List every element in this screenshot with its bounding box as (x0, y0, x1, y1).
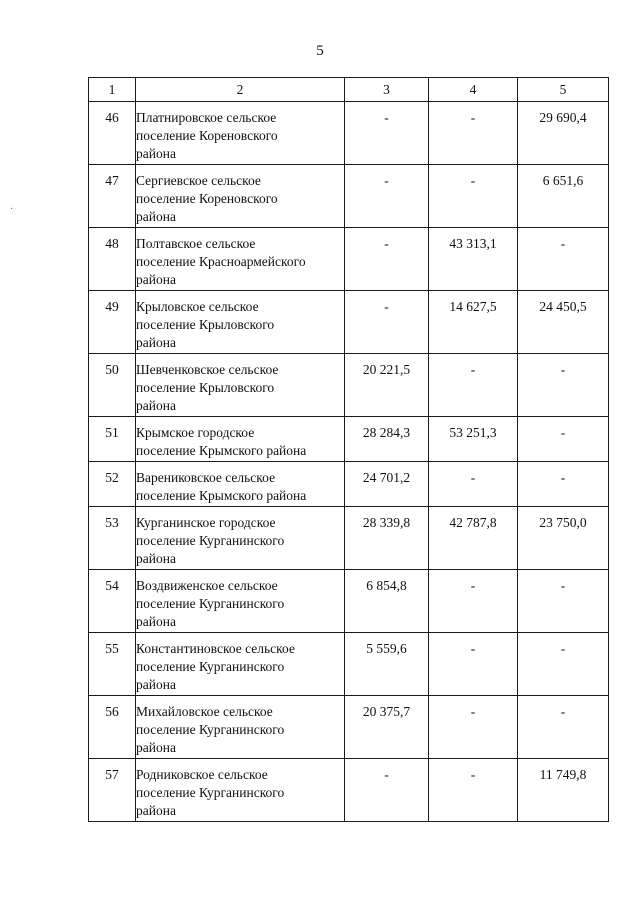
value-cell-col5: 11 749,8 (518, 759, 609, 822)
table-row (89, 633, 609, 696)
settlement-name-line: поселение Крымского района (136, 488, 307, 503)
scan-speck: · (10, 204, 14, 215)
table-row (89, 165, 609, 228)
settlement-name-line: поселение Крыловского (136, 380, 275, 395)
value-cell-col4: - (429, 696, 518, 759)
value-cell-col3: 24 701,2 (345, 462, 429, 507)
settlement-name-line: района (136, 398, 176, 413)
settlement-name-cell (136, 759, 345, 822)
header-row (89, 78, 609, 102)
settlement-name-cell (136, 291, 345, 354)
settlement-name-line: района (136, 740, 176, 755)
table-row (89, 570, 609, 633)
value-cell-col5: - (518, 570, 609, 633)
value-cell-col5: 24 450,5 (518, 291, 609, 354)
settlement-name-line: поселение Курганинского (136, 596, 285, 611)
row-number-cell: 54 (89, 570, 136, 633)
value-cell-col4: - (429, 354, 518, 417)
row-number-cell: 56 (89, 696, 136, 759)
settlement-name-cell (136, 354, 345, 417)
settlement-name-line: поселение Курганинского (136, 659, 285, 674)
table-row (89, 354, 609, 417)
page-number: 5 (316, 43, 324, 59)
row-number-cell: 49 (89, 291, 136, 354)
settlement-name-line: района (136, 803, 176, 818)
settlement-name-line: Варениковское сельское (136, 470, 276, 485)
value-cell-col3: 20 375,7 (345, 696, 429, 759)
settlement-name-line: поселение Крыловского (136, 317, 275, 332)
row-number-cell: 46 (89, 102, 136, 165)
settlement-name-line: поселение Кореновского (136, 128, 278, 143)
budget-allocation-table (88, 77, 609, 822)
value-cell-col5: 29 690,4 (518, 102, 609, 165)
value-cell-col3: 6 854,8 (345, 570, 429, 633)
row-number-cell: 57 (89, 759, 136, 822)
value-cell-col4: 43 313,1 (429, 228, 518, 291)
row-number-cell: 51 (89, 417, 136, 462)
value-cell-col4: - (429, 570, 518, 633)
settlement-name-cell (136, 507, 345, 570)
value-cell-col5: - (518, 633, 609, 696)
row-number-cell: 47 (89, 165, 136, 228)
settlement-name-cell (136, 462, 345, 507)
settlement-name-line: Сергиевское сельское (136, 173, 261, 188)
value-cell-col3: - (345, 291, 429, 354)
settlement-name-line: Платнировское сельское (136, 110, 277, 125)
value-cell-col5: - (518, 228, 609, 291)
table-body (89, 102, 609, 822)
value-cell-col3: - (345, 759, 429, 822)
table-row (89, 507, 609, 570)
value-cell-col4: - (429, 759, 518, 822)
value-cell-col3: 20 221,5 (345, 354, 429, 417)
settlement-name-line: района (136, 677, 176, 692)
settlement-name-line: поселение Курганинского (136, 533, 285, 548)
value-cell-col3: 28 339,8 (345, 507, 429, 570)
column-header-2: 2 (136, 78, 345, 102)
settlement-name-line: района (136, 209, 176, 224)
value-cell-col5: - (518, 696, 609, 759)
settlement-name-line: поселение Курганинского (136, 785, 285, 800)
settlement-name-line: Курганинское городское (136, 515, 276, 530)
row-number-cell: 52 (89, 462, 136, 507)
value-cell-col3: - (345, 228, 429, 291)
value-cell-col5: - (518, 354, 609, 417)
value-cell-col3: 5 559,6 (345, 633, 429, 696)
settlement-name-cell (136, 228, 345, 291)
value-cell-col3: - (345, 102, 429, 165)
settlement-name-line: района (136, 272, 176, 287)
column-header-5: 5 (518, 78, 609, 102)
settlement-name-line: поселение Красноармейского (136, 254, 306, 269)
table-row (89, 696, 609, 759)
value-cell-col4: - (429, 102, 518, 165)
settlement-name-line: Полтавское сельское (136, 236, 256, 251)
settlement-name-line: Крымское городское (136, 425, 255, 440)
value-cell-col4: 42 787,8 (429, 507, 518, 570)
value-cell-col4: 53 251,3 (429, 417, 518, 462)
settlement-name-line: Родниковское сельское (136, 767, 268, 782)
column-header-1: 1 (89, 78, 136, 102)
row-number-cell: 48 (89, 228, 136, 291)
settlement-name-line: Шевченковское сельское (136, 362, 279, 377)
row-number-cell: 53 (89, 507, 136, 570)
settlement-name-line: поселение Кореновского (136, 191, 278, 206)
value-cell-col5: - (518, 462, 609, 507)
value-cell-col5: 6 651,6 (518, 165, 609, 228)
column-header-3: 3 (345, 78, 429, 102)
value-cell-col5: - (518, 417, 609, 462)
settlement-name-line: района (136, 146, 176, 161)
table-row (89, 759, 609, 822)
settlement-name-cell (136, 570, 345, 633)
value-cell-col5: 23 750,0 (518, 507, 609, 570)
settlement-name-cell (136, 633, 345, 696)
settlement-name-cell (136, 417, 345, 462)
settlement-name-cell (136, 696, 345, 759)
settlement-name-line: района (136, 614, 176, 629)
settlement-name-line: поселение Курганинского (136, 722, 285, 737)
table-row (89, 228, 609, 291)
value-cell-col4: - (429, 633, 518, 696)
table-row (89, 291, 609, 354)
table-row (89, 102, 609, 165)
settlement-name-line: района (136, 335, 176, 350)
settlement-name-line: Константиновское сельское (136, 641, 295, 656)
value-cell-col4: 14 627,5 (429, 291, 518, 354)
value-cell-col3: - (345, 165, 429, 228)
table-row (89, 417, 609, 462)
value-cell-col4: - (429, 462, 518, 507)
settlement-name-cell (136, 165, 345, 228)
settlement-name-line: района (136, 551, 176, 566)
settlement-name-line: Михайловское сельское (136, 704, 273, 719)
settlement-name-line: Крыловское сельское (136, 299, 259, 314)
settlement-name-line: поселение Крымского района (136, 443, 307, 458)
value-cell-col4: - (429, 165, 518, 228)
row-number-cell: 50 (89, 354, 136, 417)
table-row (89, 462, 609, 507)
row-number-cell: 55 (89, 633, 136, 696)
settlement-name-cell (136, 102, 345, 165)
value-cell-col3: 28 284,3 (345, 417, 429, 462)
column-header-4: 4 (429, 78, 518, 102)
settlement-name-line: Воздвиженское сельское (136, 578, 278, 593)
